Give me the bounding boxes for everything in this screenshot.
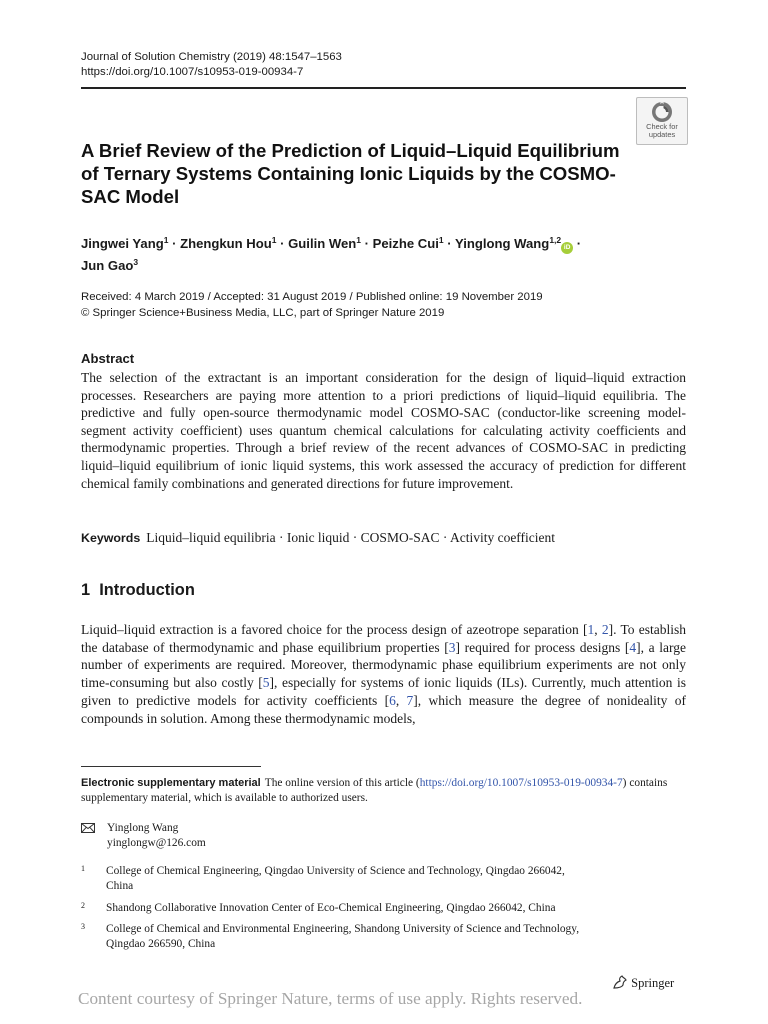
- affiliation-number: 2: [81, 901, 85, 910]
- supplementary-note: [81, 776, 686, 806]
- corresponding-author: Yinglong Wang: [107, 822, 179, 834]
- affiliation-text: College of Chemical and Environmental Engineering, Shandong University of Science and Technology, Qingdao 266590, China: [106, 923, 580, 950]
- section-title: Introduction: [99, 581, 195, 599]
- author-affiliation-mark: 1: [438, 235, 444, 245]
- badge-label-line1: Check for: [646, 122, 678, 131]
- affiliation-text: College of Chemical Engineering, Qingdao University of Science and Technology, Qingdao 266042, China: [106, 865, 565, 892]
- journal-header: [81, 50, 342, 80]
- springer-horse-icon: [612, 975, 628, 989]
- corresponding-email[interactable]: yinglongw@126.com: [107, 837, 206, 849]
- intro-text: ], a large number of experiments are required. Moreover, thermodynamic phase equilibrium experiments are not only time-consuming but also costly [: [81, 639, 686, 691]
- author-affiliation-mark: 1: [271, 235, 277, 245]
- author-name[interactable]: Jingwei Yang: [81, 236, 164, 251]
- intro-text: ]. To establish the database of thermodynamic and phase equilibrium properties [: [81, 622, 686, 655]
- check-for-updates-badge[interactable]: [636, 97, 688, 145]
- intro-text: ,: [594, 622, 602, 637]
- correspondence: [81, 821, 206, 851]
- article-title: A Brief Review of the Prediction of Liquid–Liquid Equilibrium of Ternary Systems Containing Ionic Liquids by the COSMO-SAC Model: [81, 140, 620, 207]
- author-name[interactable]: Peizhe Cui: [372, 236, 439, 251]
- supplementary-link[interactable]: https://doi.org/10.1007/s10953-019-00934-7: [419, 777, 623, 789]
- badge-label-line2: updates: [648, 129, 676, 139]
- author-list: Jingwei Yang$^1$ · Zhengkun Hou$^1$ · Guilin Wen$^1$ · Peizhe Cui$^1$ · Yinglong Wang$^{1,2}$iD · Jun Gao$^3$: [81, 235, 582, 273]
- section-number: 1: [81, 581, 91, 599]
- affiliation-text: Shandong Collaborative Innovation Center of Eco-Chemical Engineering, Qingdao 266042, China: [106, 902, 556, 914]
- author-name[interactable]: Guilin Wen: [288, 236, 357, 251]
- keywords-text: Liquid–liquid equilibria · Ionic liquid · COSMO-SAC · Activity coefficient: [146, 530, 556, 545]
- affiliation: [81, 922, 606, 952]
- author-affiliation-mark: 1: [356, 235, 361, 245]
- publication-dates: [81, 290, 543, 321]
- copyright-line: © Springer Science+Business Media, LLC, part of Springer Nature 2019: [81, 306, 445, 319]
- supplementary-text: ) contains supplementary material, which is available to authorized users.: [81, 777, 668, 804]
- journal-citation: Journal of Solution Chemistry (2019) 48:1547–1563: [81, 51, 342, 63]
- abstract-text: The selection of the extractant is an important consideration for the design of liquid–liquid extraction processes. Researchers are paying more attention to a priori predictions of liquid–liquid equilibria. The predictive and fully open-source thermodynamic model COSMO-SAC (conductor-like screening model-segment activity coefficient) uses quantum chemical calculations for calculating activity coefficients and thermodynamic properties. Through a brief review of the recent advances of COSMO-SAC in predicting liquid–liquid equilibrium of ionic liquid systems, this work assessed the accuracy of prediction for different chemical family combinations and generated directions for future improvement.: [81, 370, 686, 491]
- affiliation-number: 3: [81, 922, 85, 931]
- section-heading: [81, 581, 195, 600]
- supplementary-text: The online version of this article (: [264, 777, 420, 789]
- author-name[interactable]: Zhengkun Hou: [180, 236, 272, 251]
- intro-text: Liquid–liquid extraction is a favored choice for the process design of azeotrope separation [: [81, 622, 588, 637]
- publisher-name: Springer: [631, 976, 675, 990]
- citation-link[interactable]: 6: [389, 692, 396, 708]
- article-doi[interactable]: https://doi.org/10.1007/s10953-019-00934-7: [81, 66, 304, 78]
- intro-text: ], especially for systems of ionic liquids (ILs). Currently, much attention is given to predictive models for activity coefficients [: [81, 675, 687, 708]
- affiliation: [81, 901, 666, 916]
- introduction-paragraph: [81, 621, 686, 727]
- intro-text: ,: [395, 692, 407, 708]
- citation-link[interactable]: 1: [587, 622, 595, 637]
- history-dates: Received: 4 March 2019 / Accepted: 31 August 2019 / Published online: 19 November 2019: [81, 291, 543, 303]
- supplementary-label: Electronic supplementary material: [81, 777, 261, 789]
- author-affiliation-mark: 1,2: [549, 235, 562, 245]
- springer-logo: [612, 975, 674, 991]
- affiliation: [81, 864, 586, 894]
- author-affiliation-mark: 1: [163, 235, 169, 245]
- keywords: [81, 529, 555, 547]
- abstract-heading: Abstract: [81, 351, 135, 366]
- affiliation-number: 1: [81, 864, 85, 873]
- intro-text: ], which measure the degree of nonideality of compounds in solution. Among these thermodynamic models,: [81, 692, 686, 726]
- citation-link[interactable]: 3: [448, 639, 456, 655]
- footnote-rule: [81, 766, 261, 767]
- watermark: Content courtesy of Springer Nature, terms of use apply. Rights reserved.: [78, 989, 583, 1008]
- check-for-updates-icon: [650, 101, 674, 123]
- intro-text: ] required for process designs [: [455, 639, 630, 655]
- author-name[interactable]: Yinglong Wang: [455, 236, 550, 251]
- citation-link[interactable]: 7: [406, 692, 414, 708]
- keywords-label: Keywords: [81, 531, 141, 545]
- author-name[interactable]: Jun Gao: [81, 258, 134, 273]
- citation-link[interactable]: 4: [629, 639, 637, 655]
- citation-link[interactable]: 2: [601, 622, 609, 637]
- envelope-icon: [81, 823, 95, 833]
- orcid-icon[interactable]: iD: [561, 242, 573, 254]
- author-affiliation-mark: 3: [133, 257, 139, 267]
- citation-link[interactable]: 5: [262, 675, 270, 691]
- header-rule: [81, 87, 686, 89]
